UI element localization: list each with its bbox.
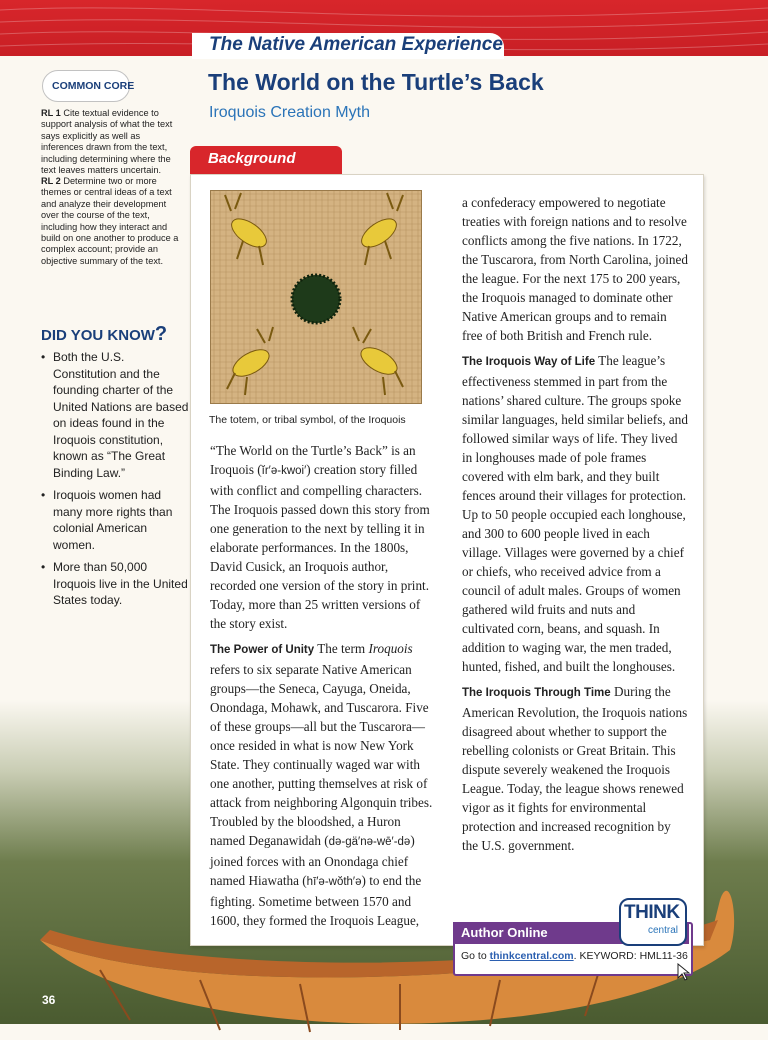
background-tab-label: Background <box>208 150 296 167</box>
standard-rl2 <box>41 176 181 267</box>
did-you-know-list <box>41 349 191 615</box>
author-online-instructions: Go to thinkcentral.com. KEYWORD: HML11-36 <box>461 950 688 962</box>
page-number: 36 <box>42 993 56 1007</box>
way-of-life-paragraph: The Iroquois Way of Life The league’s effectiveness stemmed in part from the nations’ shared culture. The groups spoke similar languages, held similar beliefs, and followed similar ways of life. They lived in longhouses made of pole frames covered with elm bark, and they built fences around their villages for protection. Up to 50 people occupied each longhouse, and 300 to 600 people lived in each village. Villages were governed by a chief or chiefs, who received advice from a council of adult males. Groups of women gathered wild fruits and nuts and cultivated corn, beans, and squash. In addition to waging war, the men traded, hunted, fished, and built the longhouses. <box>462 353 688 674</box>
thinkcentral-link[interactable]: thinkcentral.com <box>489 950 574 962</box>
common-core-label: COMMON CORE <box>52 80 135 92</box>
list-item: • Both the U.S. Constitution and the founding charter of the United Nations are based on ideas found in the Iroquois constitution, known as “The Great Binding Law.” <box>41 349 191 481</box>
intro-paragraph: “The World on the Turtle’s Back” is an Iroquois (ĭr′ə-kwoi′) creation story filled with conflict and compelling characters. The Iroquois passed down this story from one generation to the next by telling it in elaborate performances. In the 1800s, David Cusick, an Iroquois author, recorded one version of the story in print. Today, more than 25 written versions of the story exist. <box>210 443 430 631</box>
through-time-paragraph: The Iroquois Through Time During the American Revolution, the Iroquois nations disagreed about whether to support the rebelling colonists or Great Britain. This dispute severely weakened the Iroquois League. Today, the league shows renewed vigor as it fights for environmental protection and increased recognition by the U.S. government. <box>462 684 688 853</box>
central-logo-text: central <box>648 925 679 936</box>
right-column <box>462 193 688 861</box>
cursor-icon <box>677 963 691 981</box>
standard-rl1 <box>41 108 181 176</box>
confederacy-paragraph: a confederacy empowered to negotiate treaties with foreign nations and to resolve conflicts among the five nations. In 1722, the Tuscarora, from North Carolina, joined the league. For the next 175 to 200 years, the Iroquois managed to dominate other Native American groups and to remain free of both British and French rule. <box>462 195 688 343</box>
page-subtitle: Iroquois Creation Myth <box>209 104 370 121</box>
think-logo-text: THINK <box>624 902 680 923</box>
standard-code: RL 2 <box>41 176 61 186</box>
list-item: • More than 50,000 Iroquois live in the United States today. <box>41 559 191 609</box>
series-title: The Native American Experience <box>209 34 503 55</box>
page-title: The World on the Turtle’s Back <box>208 69 544 95</box>
did-you-know-heading: DID YOU KNOW? <box>41 323 168 345</box>
standard-text: Cite textual evidence to support analysis of what the text says explicitly as well as inferences drawn from the text, including determining where the text leaves matters uncertain. <box>41 108 173 176</box>
iroquois-totem-image <box>210 190 422 404</box>
left-column <box>210 441 434 936</box>
standard-code: RL 1 <box>41 108 61 118</box>
standard-text: Determine two or more themes or central ideas of a text and analyze their development over the course of the text, including how they interact and build on one another to produce a complex account; provide an objective summary of the text. <box>41 176 179 266</box>
list-item: • Iroquois women had many more rights than colonial American women. <box>41 487 191 553</box>
author-online-title: Author Online <box>461 925 548 940</box>
power-of-unity-paragraph: The Power of Unity The term Iroquois refers to six separate Native American groups—the Seneca, Cayuga, Oneida, Onondaga, Mohawk, and Tuscarora. Five of these groups—all but the Tuscarora—once resided in what is now New York State. They continually waged war with one another, putting themselves at risk of attack from neighboring Algonquin tribes. Troubled by the bloodshed, a Huron named Deganawidah (də-gä′nə-wē′-də) joined forces with an Onondaga chief named Hiawatha (hī′ə-wŏth′ə) to end the fighting. Sometime between 1570 and 1600, they formed the Iroquois League, <box>210 641 433 928</box>
image-caption: The totem, or tribal symbol, of the Iroquois <box>209 414 406 426</box>
